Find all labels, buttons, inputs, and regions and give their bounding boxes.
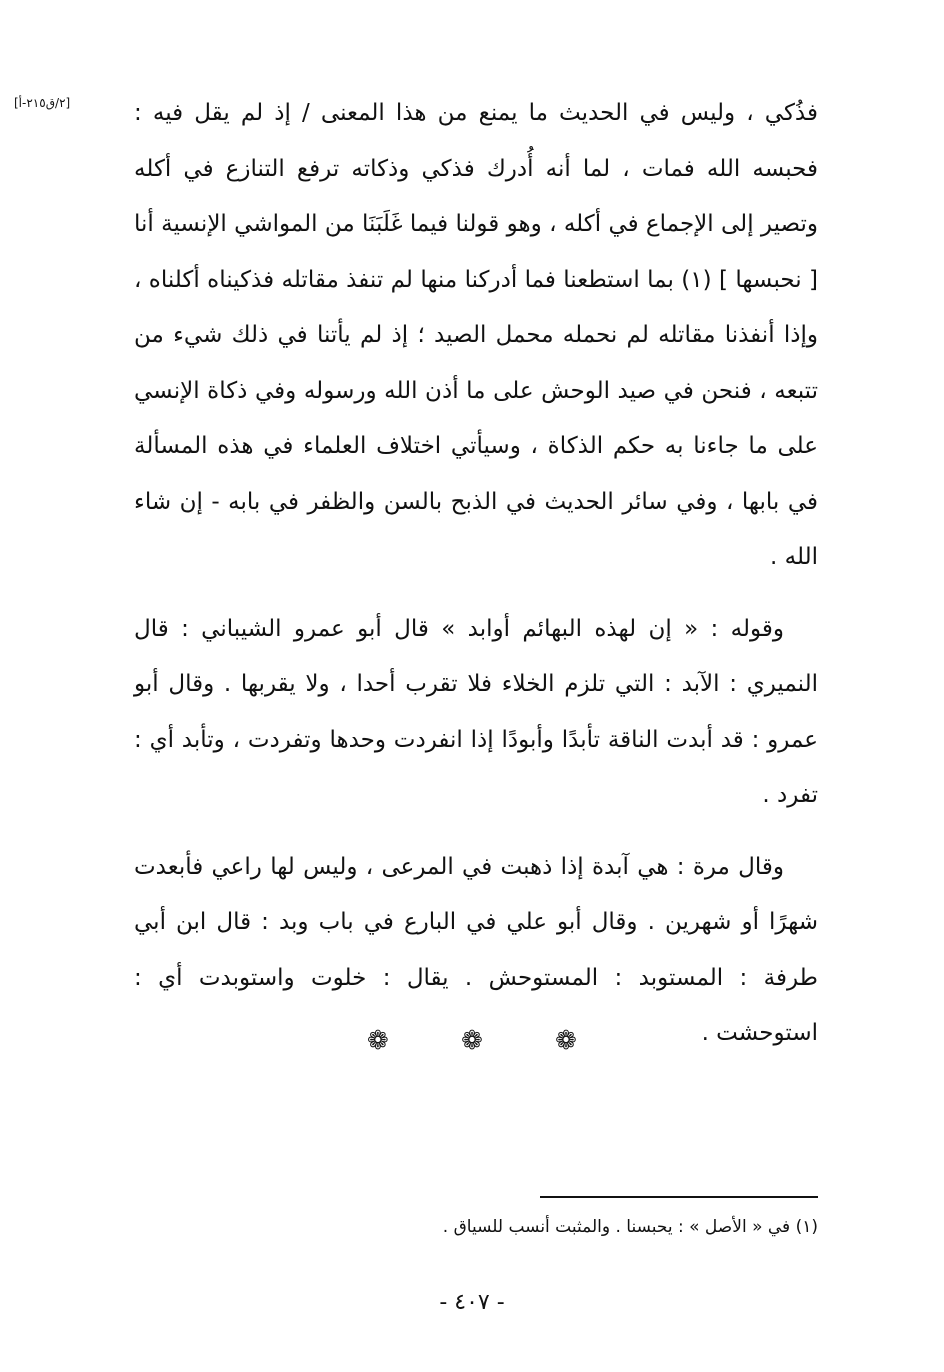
paragraph-2: وقوله : « إن لهذه البهائم أوابد » قال أبو عمرو الشيباني : قال النميري : الآبد : التي تلزم الخلاء فلا تقرب أحدا ، ولا يقربها . وقال أبو عمرو : قد أبدت الناقة تأبدًا وأبودًا إذا انفردت وحدها وتفردت ، وتأبد أي : تفرد . — [134, 615, 818, 808]
manuscript-folio-marker: [٢/ق٢١٥-أ] — [14, 96, 71, 110]
separator-star-1: ❁ — [367, 1026, 389, 1056]
footnote-divider — [540, 1196, 818, 1198]
footnote: (١) في « الأصل » : يحبسنا . والمثبت أنسب للسياق . — [442, 1217, 818, 1237]
paragraph-3: وقال مرة : هي آبدة إذا ذهبت في المرعى ، وليس لها راعي فأبعدت شهرًا أو شهرين . وقال أبو علي في البارع في باب وبد : قال ابن أبي طرفة : المستوبد : المستوحش . يقال : خلوت واستوبدت أي : استوحشت . — [134, 853, 818, 1046]
separator-star-3: ❁ — [555, 1026, 577, 1056]
section-separator — [0, 1026, 944, 1056]
paragraph-1: فذُكي ، وليس في الحديث ما يمنع من هذا المعنى / إذ لم يقل فيه : فحبسه الله فمات ، لما أنه أُدرك فذكي وذكاته ترفع التنازع في أكله وتصير إلى الإجماع في أكله ، وهو قولنا فيما غَلَبَنَا من المواشي الإنسية أنا [ نحبسها ] (١) بما استطعنا فما أدركنا منها لم تنفذ مقاتله فذكيناه أكلناه ، وإذا أنفذنا مقاتله لم نحمله محمل الصيد ؛ إذ لم يأتنا في ذلك شيء من تتبعه ، فنحن في صيد الوحش على ما أذن الله ورسوله وفي ذكاة الإنسي على ما جاءنا به حكم الذكاة ، وسيأتي اختلاف العلماء في هذه المسألة في بابها ، وفي سائر الحديث في الذبح بالسن والظفر في بابه - إن شاء الله . — [134, 100, 818, 570]
separator-star-2: ❁ — [461, 1026, 483, 1056]
main-text — [134, 86, 818, 1062]
page-number: - ٤٠٧ - — [439, 1290, 505, 1315]
